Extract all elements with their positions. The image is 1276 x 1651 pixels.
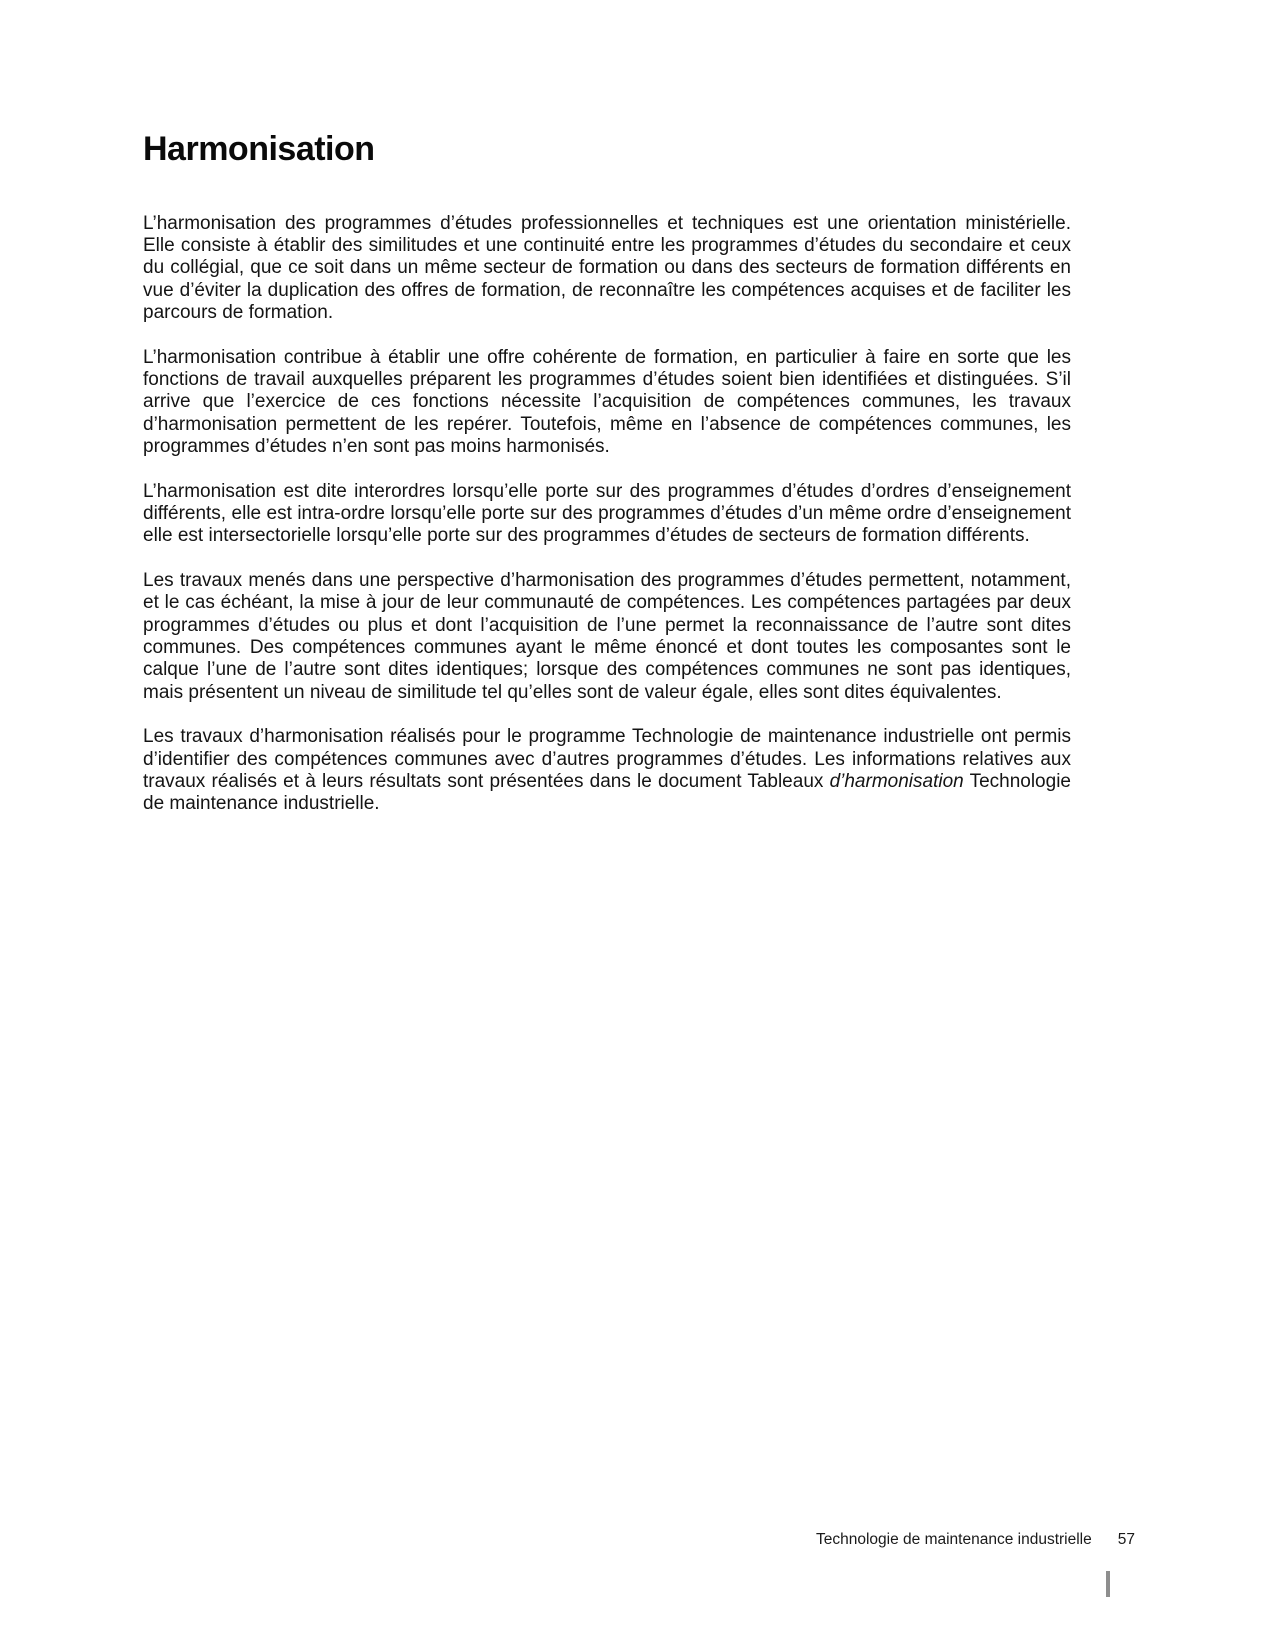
body-paragraphs xyxy=(143,213,1071,816)
paragraph-run: Les travaux menés dans une perspective d’harmonisation des programmes d’études permettent, notamment, et le cas échéant, la mise à jour de leur communauté de compétences. Les compétences partagées par deux programmes d’études ou plus et dont l’acquisition de l’une permet la reconnaissance de l’autre sont dites communes. Des compétences communes ayant le même énoncé et dont toutes les composantes sont le calque l’une de l’autre sont dites identiques; lorsque des compétences communes ne sont pas identiques, mais présentent un niveau de similitude tel qu’elles sont de valeur égale, elles sont dites équivalentes. xyxy=(143,569,1071,703)
page-footer xyxy=(816,1531,1135,1549)
paragraph-run: L’harmonisation contribue à établir une offre cohérente de formation, en particulier à faire en sorte que les fonctions de travail auxquelles préparent les programmes d’études soient bien identifiées et distinguées. S’il arrive que l’exercice de ces fonctions nécessite l’acquisition de compétences communes, les travaux d’harmonisation permettent de les repérer. Toutefois, même en l’absence de compétences communes, les programmes d’études n’en sont pas moins harmonisés. xyxy=(143,346,1071,458)
footer-marker-bar xyxy=(1106,1571,1110,1597)
paragraph xyxy=(143,347,1071,459)
paragraph xyxy=(143,726,1071,816)
paragraph-run: L’harmonisation des programmes d’études professionnelles et techniques est une orientation ministérielle. Elle consiste à établir des similitudes et une continuité entre les programmes d’études du secondaire et ceux du collégial, que ce soit dans un même secteur de formation ou dans des secteurs de formation différents en vue d’éviter la duplication des offres de formation, de reconnaître les compétences acquises et de faciliter les parcours de formation. xyxy=(143,212,1071,324)
paragraph xyxy=(143,570,1071,704)
paragraph-run: L’harmonisation est dite interordres lorsqu’elle porte sur des programmes d’études d’ordres d’enseignement différents, elle est intra-ordre lorsqu’elle porte sur des programmes d’études d’un même ordre d’enseignement elle est intersectorielle lorsqu’elle porte sur des programmes d’études de secteurs de formation différents. xyxy=(143,480,1071,547)
paragraph-run-italic: d’harmonisation xyxy=(829,771,964,793)
paragraph-run: Les travaux d’harmonisation réalisés pour le programme Technologie de maintenance industrielle ont permis d’identifier des compétences communes avec d’autres programmes d’études. Les informations relatives aux travaux réalisés et à leurs résultats sont présentées dans le document Tableaux xyxy=(143,726,1071,793)
paragraph xyxy=(143,481,1071,548)
page-title: Harmonisation xyxy=(143,130,375,168)
footer-page-number: 57 xyxy=(1117,1531,1135,1548)
page-content xyxy=(143,0,1071,838)
paragraph xyxy=(143,213,1071,325)
footer-document-title: Technologie de maintenance industrielle xyxy=(816,1531,1092,1548)
paragraph-run: Technologie de maintenance industrielle. xyxy=(143,771,1071,815)
